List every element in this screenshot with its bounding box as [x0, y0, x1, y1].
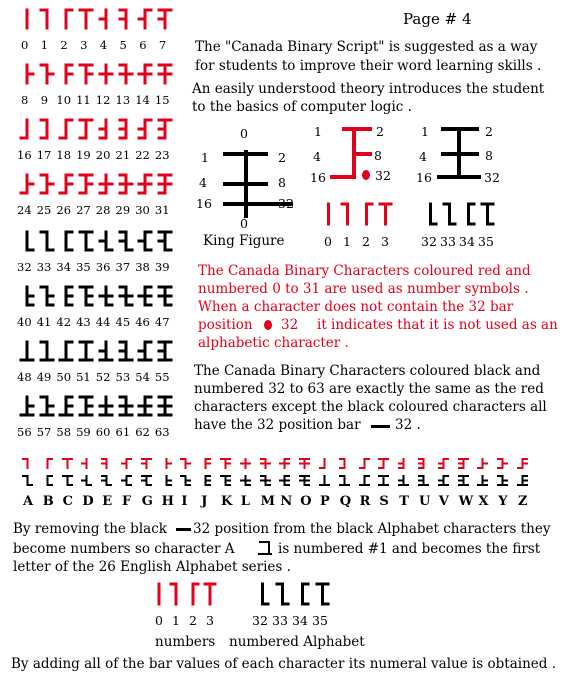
- mid-red-number-2: 2: [362, 234, 370, 249]
- table-number-10: 10: [56, 93, 72, 107]
- binary-glyph-39: [141, 474, 152, 487]
- black-para-line-4a: have the 32 position bar: [194, 417, 361, 433]
- binary-glyph-27: [79, 173, 93, 195]
- alphabet-letter-N: N: [280, 494, 293, 509]
- binary-glyph-32: [424, 202, 437, 226]
- binary-glyph-21: [418, 457, 429, 470]
- binary-glyph-46: [138, 285, 152, 307]
- alphabet-letter-R: R: [359, 494, 371, 509]
- bottom-red-number-3: 3: [206, 613, 214, 628]
- alphabet-letter-T: T: [399, 494, 409, 509]
- binary-glyph-34: [59, 230, 73, 252]
- binary-glyph-46: [279, 474, 290, 487]
- table-number-2: 2: [60, 38, 68, 52]
- binary-glyph-34: [296, 582, 309, 606]
- binary-glyph-41: [180, 474, 191, 487]
- binary-glyph-53: [119, 340, 133, 362]
- binary-glyph-5: [101, 457, 112, 470]
- bottom-line-1b: 32 position from the black Alphabet characters they: [193, 521, 551, 537]
- table-number-35: 35: [76, 260, 91, 274]
- binary-glyph-19: [79, 118, 93, 140]
- table-number-29: 29: [115, 203, 131, 217]
- bar-32-inline: [371, 425, 390, 428]
- table-number-45: 45: [115, 315, 131, 329]
- binary-glyph-17: [339, 457, 350, 470]
- table-number-30: 30: [135, 203, 150, 217]
- binary-glyph-25: [40, 173, 54, 195]
- binary-glyph-56: [477, 474, 488, 487]
- table-number-15: 15: [154, 93, 170, 107]
- binary-glyph-6: [138, 8, 152, 30]
- binary-glyph-3: [204, 582, 216, 606]
- mid-black-number-35: 35: [478, 234, 494, 249]
- binary-glyph-50: [59, 340, 73, 362]
- binary-glyph-53: [418, 474, 429, 487]
- red-dot-32: [362, 170, 370, 180]
- binary-glyph-1: [170, 582, 182, 606]
- binary-glyph-54: [138, 340, 152, 362]
- mid-red-number-1: 1: [343, 234, 351, 249]
- binary-glyph-13: [119, 63, 133, 85]
- red-para-line-3: When a character does not contain the 32 bar: [198, 299, 514, 315]
- table-number-32: 32: [17, 260, 32, 274]
- red-para-line-4a: position: [198, 317, 253, 333]
- king-label-0-bottom: 0: [240, 216, 248, 231]
- binary-glyph-0: [20, 8, 34, 30]
- red-fig-label-2: 2: [376, 124, 384, 139]
- table-number-52: 52: [95, 370, 111, 384]
- king-label-8: 8: [278, 175, 286, 190]
- binary-glyph-10: [200, 457, 211, 470]
- table-number-39: 39: [154, 260, 170, 274]
- alphabet-letter-S: S: [379, 494, 389, 509]
- black-para-line-2: numbered 32 to 63 are exactly the same as the red: [194, 381, 544, 397]
- binary-glyph-34: [42, 474, 53, 487]
- table-number-12: 12: [95, 93, 111, 107]
- intro-line-1: The "Canada Binary Script" is suggested as a way: [195, 39, 538, 55]
- binary-glyph-13: [260, 457, 271, 470]
- binary-glyph-49: [339, 474, 350, 487]
- binary-glyph-24: [477, 457, 488, 470]
- table-number-27: 27: [76, 203, 91, 217]
- table-number-43: 43: [76, 315, 91, 329]
- binary-glyph-33: [443, 202, 456, 226]
- table-number-51: 51: [76, 370, 91, 384]
- table-number-46: 46: [135, 315, 150, 329]
- binary-glyph-49: [40, 340, 54, 362]
- table-number-56: 56: [17, 425, 32, 439]
- binary-glyph-42: [200, 474, 211, 487]
- binary-glyph-35: [481, 202, 494, 226]
- red-para-line-4c: it indicates that it is not used as an: [317, 317, 558, 333]
- binary-glyph-62: [138, 395, 152, 417]
- alphabet-letter-B: B: [42, 494, 54, 509]
- table-number-23: 23: [154, 148, 170, 162]
- binary-glyph-37: [119, 230, 133, 252]
- binary-glyph-50: [359, 474, 370, 487]
- table-number-3: 3: [80, 38, 88, 52]
- mid-black-number-34: 34: [459, 234, 475, 249]
- binary-glyph-58: [59, 395, 73, 417]
- table-number-17: 17: [36, 148, 52, 162]
- king-label-32: 32: [278, 196, 294, 211]
- binary-glyph-5: [119, 8, 133, 30]
- table-number-38: 38: [135, 260, 150, 274]
- binary-glyph-8: [161, 457, 172, 470]
- bottom-line-2b: is numbered #1 and becomes the first: [278, 541, 541, 557]
- binary-glyph-44: [240, 474, 251, 487]
- binary-glyph-23: [158, 118, 172, 140]
- mid-red-number-0: 0: [324, 234, 332, 249]
- glyph-a-inline: [258, 540, 274, 556]
- alphabet-letter-U: U: [419, 494, 431, 509]
- table-number-37: 37: [115, 260, 131, 274]
- binary-glyph-0: [153, 582, 165, 606]
- binary-glyph-35: [62, 474, 73, 487]
- king-figure-caption: King Figure: [203, 233, 285, 249]
- king-label-0-top: 0: [240, 126, 248, 141]
- red-fig-label-4: 4: [313, 149, 321, 164]
- bottom-black-number-34: 34: [292, 613, 308, 628]
- table-number-6: 6: [139, 38, 147, 52]
- red-dot-inline: [264, 320, 272, 330]
- binary-glyph-33: [22, 474, 33, 487]
- mid-black-number-33: 33: [440, 234, 456, 249]
- bottom-black-number-32: 32: [252, 613, 268, 628]
- alphabet-letter-Z: Z: [518, 494, 528, 509]
- binary-glyph-16: [319, 457, 330, 470]
- table-number-9: 9: [40, 93, 49, 107]
- table-number-53: 53: [115, 370, 131, 384]
- bar-32-bottom: [176, 528, 191, 531]
- binary-glyph-63: [158, 395, 172, 417]
- bottom-red-number-2: 2: [189, 613, 197, 628]
- binary-glyph-7: [141, 457, 152, 470]
- binary-glyph-18: [59, 118, 73, 140]
- alphabet-letter-M: M: [260, 494, 275, 509]
- intro-line-3: An easily understood theory introduces the student: [192, 81, 545, 97]
- binary-glyph-29: [119, 173, 133, 195]
- bottom-black-number-33: 33: [272, 613, 288, 628]
- binary-glyph-28: [99, 173, 113, 195]
- mid-red-number-3: 3: [381, 234, 389, 249]
- binary-glyph-36: [99, 230, 113, 252]
- alphabet-letter-W: W: [458, 494, 474, 509]
- binary-glyph-56: [20, 395, 34, 417]
- binary-glyph-45: [119, 285, 133, 307]
- binary-glyph-52: [99, 340, 113, 362]
- table-number-24: 24: [17, 203, 32, 217]
- binary-glyph-44: [99, 285, 113, 307]
- table-number-48: 48: [17, 370, 32, 384]
- binary-glyph-47: [158, 285, 172, 307]
- binary-glyph-12: [240, 457, 251, 470]
- alphabet-letter-F: F: [122, 494, 132, 509]
- binary-glyph-19: [378, 457, 389, 470]
- red-fig-label-16: 16: [310, 170, 326, 185]
- binary-glyph-3: [379, 202, 392, 226]
- binary-glyph-43: [220, 474, 231, 487]
- table-number-20: 20: [95, 148, 111, 162]
- binary-glyph-26: [59, 173, 73, 195]
- binary-glyph-33: [40, 230, 54, 252]
- black-fig-label-8: 8: [485, 148, 493, 163]
- table-number-34: 34: [56, 260, 72, 274]
- binary-glyph-38: [138, 230, 152, 252]
- alphabet-letter-E: E: [102, 494, 113, 509]
- final-line: By adding all of the bar values of each character its numeral value is obtained .: [11, 656, 556, 672]
- binary-glyph-14: [138, 63, 152, 85]
- binary-glyph-3: [79, 8, 93, 30]
- binary-glyph-47: [299, 474, 310, 487]
- page-number: Page # 4: [403, 10, 472, 28]
- intro-line-2: for students to improve their word learning skills .: [195, 58, 542, 74]
- binary-glyph-21: [119, 118, 133, 140]
- red-fig-label-1: 1: [314, 124, 322, 139]
- binary-glyph-0: [322, 202, 335, 226]
- binary-glyph-35: [79, 230, 93, 252]
- bottom-line-1a: By removing the black: [13, 521, 167, 537]
- binary-glyph-25: [497, 457, 508, 470]
- alphabet-letter-H: H: [161, 494, 174, 509]
- black-para-line-4b: 32 .: [395, 417, 421, 433]
- bottom-red-number-0: 0: [155, 613, 163, 628]
- binary-glyph-40: [161, 474, 172, 487]
- binary-glyph-7: [158, 8, 172, 30]
- table-number-55: 55: [154, 370, 170, 384]
- table-number-60: 60: [95, 425, 111, 439]
- table-number-31: 31: [154, 203, 170, 217]
- table-number-62: 62: [135, 425, 150, 439]
- binary-glyph-34: [462, 202, 475, 226]
- table-number-54: 54: [135, 370, 150, 384]
- binary-glyph-11: [220, 457, 231, 470]
- binary-glyph-4: [99, 8, 113, 30]
- table-number-50: 50: [56, 370, 72, 384]
- binary-glyph-32: [256, 582, 269, 606]
- alphabet-letter-D: D: [82, 494, 94, 509]
- alphabet-letter-L: L: [240, 494, 250, 509]
- binary-glyph-35: [316, 582, 329, 606]
- binary-glyph-61: [119, 395, 133, 417]
- red-fig-label-32: 32: [375, 168, 391, 183]
- table-number-25: 25: [36, 203, 52, 217]
- binary-glyph-3: [62, 457, 73, 470]
- black-fig-label-4: 4: [419, 149, 427, 164]
- black-fig-label-1: 1: [421, 124, 429, 139]
- red-para-line-1: The Canada Binary Characters coloured red and: [198, 263, 531, 279]
- table-number-13: 13: [115, 93, 131, 107]
- table-number-40: 40: [17, 315, 32, 329]
- alphabet-letter-V: V: [438, 494, 449, 509]
- table-number-1: 1: [40, 38, 49, 52]
- binary-glyph-55: [158, 340, 172, 362]
- black-para-line-3: characters except the black coloured characters all: [194, 399, 547, 415]
- binary-glyph-36: [81, 474, 92, 487]
- alphabet-letter-O: O: [300, 494, 312, 509]
- binary-glyph-37: [101, 474, 112, 487]
- binary-glyph-2: [187, 582, 199, 606]
- alphabet-letter-C: C: [62, 494, 73, 509]
- table-number-19: 19: [76, 148, 91, 162]
- table-number-26: 26: [56, 203, 72, 217]
- binary-glyph-54: [438, 474, 449, 487]
- black-fig-label-32: 32: [484, 170, 500, 185]
- binary-glyph-1: [341, 202, 354, 226]
- binary-glyph-11: [79, 63, 93, 85]
- caption-numbered-alphabet: numbered Alphabet: [229, 634, 365, 650]
- intro-line-4: to the basics of computer logic .: [192, 99, 412, 115]
- binary-glyph-57: [497, 474, 508, 487]
- bottom-black-number-35: 35: [312, 613, 328, 628]
- binary-glyph-55: [458, 474, 469, 487]
- binary-glyph-6: [121, 457, 132, 470]
- binary-glyph-22: [138, 118, 152, 140]
- king-figure-glyph: [218, 148, 298, 238]
- table-number-36: 36: [95, 260, 111, 274]
- binary-glyph-10: [59, 63, 73, 85]
- binary-glyph-31: [158, 173, 172, 195]
- red-fig-label-8: 8: [374, 148, 382, 163]
- table-number-44: 44: [95, 315, 111, 329]
- king-label-16: 16: [196, 196, 212, 211]
- bottom-red-number-1: 1: [172, 613, 180, 628]
- binary-glyph-43: [79, 285, 93, 307]
- binary-glyph-48: [319, 474, 330, 487]
- binary-glyph-45: [260, 474, 271, 487]
- binary-glyph-2: [42, 457, 53, 470]
- alphabet-letter-P: P: [320, 494, 330, 509]
- binary-glyph-26: [517, 457, 528, 470]
- table-number-8: 8: [21, 93, 29, 107]
- black-fig-label-16: 16: [416, 170, 432, 185]
- table-number-42: 42: [56, 315, 72, 329]
- table-number-11: 11: [76, 93, 91, 107]
- alphabet-letter-K: K: [221, 494, 233, 509]
- binary-glyph-15: [299, 457, 310, 470]
- binary-glyph-22: [438, 457, 449, 470]
- table-number-61: 61: [115, 425, 131, 439]
- binary-glyph-32: [20, 230, 34, 252]
- binary-glyph-9: [180, 457, 191, 470]
- binary-glyph-1: [22, 457, 33, 470]
- binary-glyph-60: [99, 395, 113, 417]
- binary-glyph-59: [79, 395, 93, 417]
- binary-glyph-8: [20, 63, 34, 85]
- black-para-line-1: The Canada Binary Characters coloured black and: [194, 363, 541, 379]
- mid-black-number-32: 32: [421, 234, 437, 249]
- caption-numbers: numbers: [155, 634, 216, 650]
- table-number-47: 47: [154, 315, 170, 329]
- binary-glyph-12: [99, 63, 113, 85]
- binary-glyph-51: [79, 340, 93, 362]
- table-number-58: 58: [56, 425, 72, 439]
- binary-glyph-58: [517, 474, 528, 487]
- alphabet-letter-I: I: [181, 494, 188, 509]
- table-number-5: 5: [119, 38, 127, 52]
- table-number-14: 14: [135, 93, 150, 107]
- binary-glyph-42: [59, 285, 73, 307]
- table-number-16: 16: [17, 148, 32, 162]
- table-number-28: 28: [95, 203, 111, 217]
- bottom-line-3: letter of the 26 English Alphabet series .: [13, 559, 291, 575]
- binary-glyph-9: [40, 63, 54, 85]
- table-number-63: 63: [154, 425, 170, 439]
- black-fig-label-2: 2: [485, 124, 493, 139]
- binary-glyph-38: [121, 474, 132, 487]
- binary-glyph-1: [40, 8, 54, 30]
- binary-glyph-16: [20, 118, 34, 140]
- table-number-33: 33: [36, 260, 52, 274]
- binary-glyph-57: [40, 395, 54, 417]
- alphabet-letter-Q: Q: [339, 494, 352, 509]
- table-number-57: 57: [36, 425, 52, 439]
- red-para-line-2: numbered 0 to 31 are used as number symbols .: [198, 281, 529, 297]
- binary-glyph-48: [20, 340, 34, 362]
- binary-glyph-30: [138, 173, 152, 195]
- binary-glyph-4: [81, 457, 92, 470]
- binary-glyph-20: [99, 118, 113, 140]
- binary-glyph-51: [378, 474, 389, 487]
- alphabet-letter-X: X: [478, 494, 489, 509]
- table-number-21: 21: [115, 148, 131, 162]
- binary-glyph-24: [20, 173, 34, 195]
- binary-glyph-23: [458, 457, 469, 470]
- king-label-2: 2: [278, 150, 286, 165]
- bottom-line-2a: become numbers so character A: [13, 541, 235, 557]
- table-number-49: 49: [36, 370, 52, 384]
- binary-glyph-39: [158, 230, 172, 252]
- binary-glyph-2: [59, 8, 73, 30]
- table-number-0: 0: [21, 38, 29, 52]
- red-para-line-4b: 32: [281, 317, 299, 333]
- table-number-59: 59: [76, 425, 91, 439]
- binary-glyph-2: [360, 202, 373, 226]
- king-label-1: 1: [201, 150, 209, 165]
- alphabet-letter-J: J: [201, 494, 208, 509]
- red-para-line-5: alphabetic character .: [198, 335, 349, 351]
- binary-glyph-15: [158, 63, 172, 85]
- binary-glyph-40: [20, 285, 34, 307]
- binary-glyph-18: [359, 457, 370, 470]
- table-number-18: 18: [56, 148, 72, 162]
- table-number-22: 22: [135, 148, 150, 162]
- table-number-4: 4: [99, 38, 108, 52]
- alphabet-letter-G: G: [141, 494, 153, 509]
- alphabet-letter-A: A: [23, 494, 34, 509]
- binary-glyph-41: [40, 285, 54, 307]
- binary-glyph-33: [276, 582, 289, 606]
- table-number-7: 7: [158, 38, 167, 52]
- binary-glyph-20: [398, 457, 409, 470]
- alphabet-letter-Y: Y: [498, 494, 508, 509]
- binary-glyph-14: [279, 457, 290, 470]
- binary-glyph-52: [398, 474, 409, 487]
- king-label-4: 4: [199, 175, 207, 190]
- table-number-41: 41: [36, 315, 52, 329]
- binary-glyph-17: [40, 118, 54, 140]
